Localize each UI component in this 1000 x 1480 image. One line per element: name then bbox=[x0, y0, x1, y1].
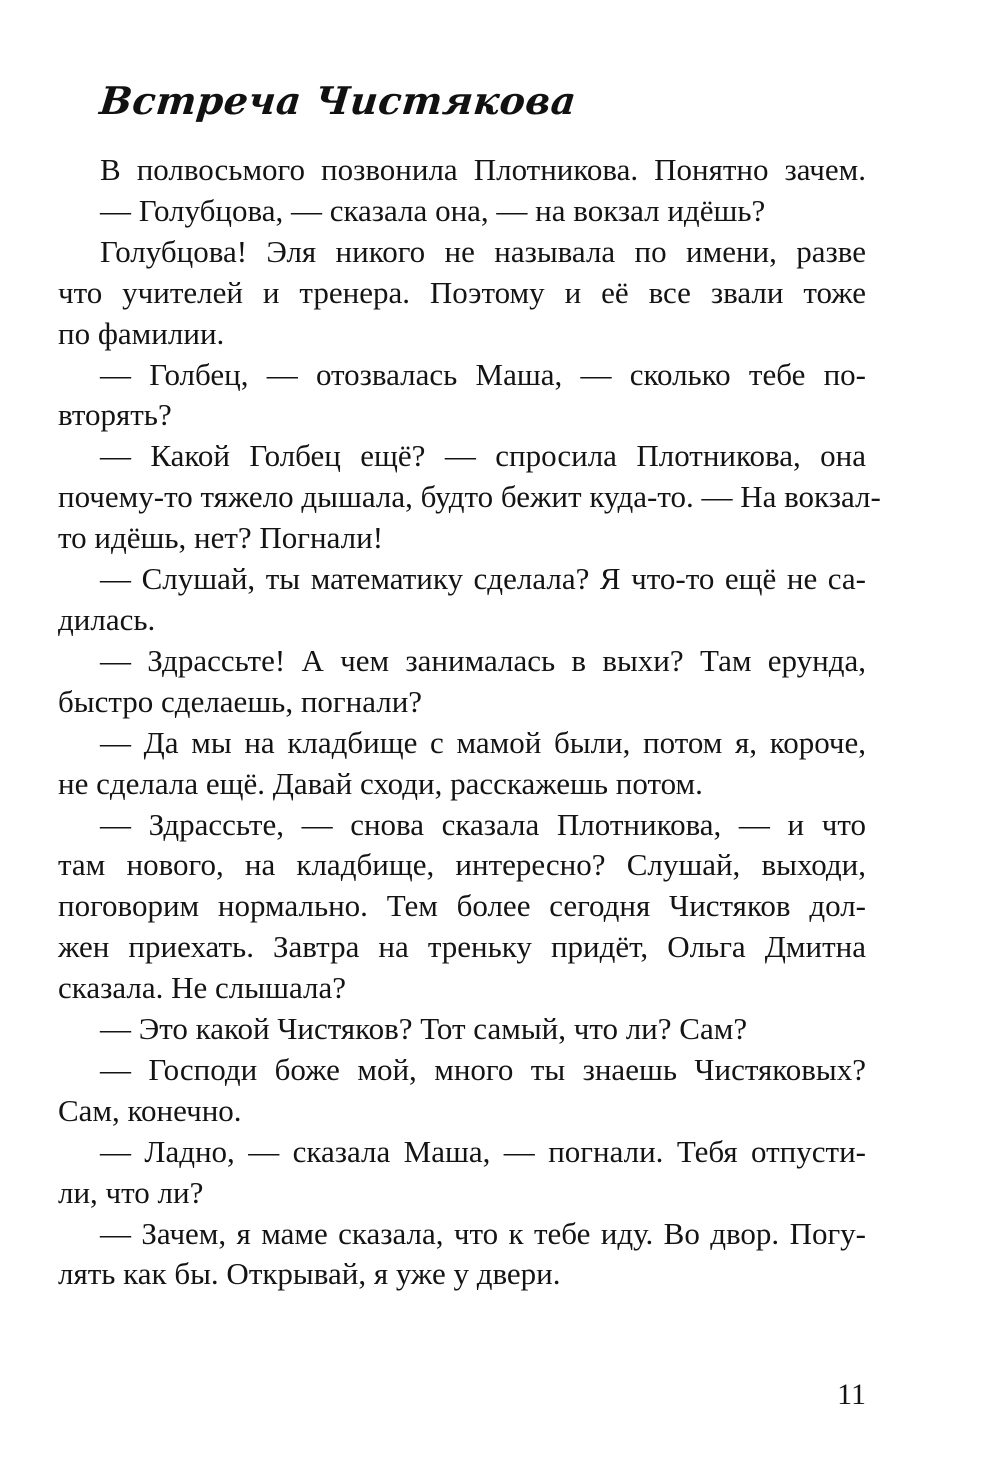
text-line: — Господи боже мой, много ты знаешь Чистяковых? bbox=[100, 1051, 866, 1087]
text-line: дилась. bbox=[58, 601, 156, 637]
text-line: — Зачем, я маме сказала, что к тебе иду. Во двор. Погу- bbox=[100, 1215, 866, 1251]
text-line: — Ладно, — сказала Маша, — погнали. Тебя отпусти- bbox=[100, 1133, 866, 1169]
text-line: что учителей и тренера. Поэтому и её все звали тоже bbox=[58, 274, 866, 310]
text-line: не сделала ещё. Давай сходи, расскажешь потом. bbox=[58, 765, 703, 801]
text-line: ли, что ли? bbox=[58, 1174, 204, 1210]
text-line: то идёшь, нет? Погнали! bbox=[58, 520, 384, 556]
text-line: почему-то тяжело дышала, будто бежит куда-то. — На вокзал- bbox=[58, 479, 881, 515]
text-line: В полвосьмого позвонила Плотникова. Понятно зачем. bbox=[100, 152, 866, 187]
text-line: поговорим нормально. Тем более сегодня Чистяков дол- bbox=[58, 888, 866, 924]
text-line: — Какой Голбец ещё? — спросила Плотникова, она bbox=[100, 438, 866, 474]
body-text bbox=[58, 150, 881, 1295]
text-line: — Здрассьте, — снова сказала Плотникова, — и что bbox=[100, 806, 866, 842]
chapter-title: Встреча Чистякова bbox=[97, 78, 579, 123]
text-line: — Голбец, — отозвалась Маша, — сколько тебе по- bbox=[100, 356, 866, 392]
page-number: 11 bbox=[837, 1378, 866, 1411]
text-line: лять как бы. Открывай, я уже у двери. bbox=[58, 1256, 561, 1292]
text-line: — Здрассьте! А чем занималась в выхи? Там ерунда, bbox=[100, 642, 866, 678]
text-line: сказала. Не слышала? bbox=[58, 970, 346, 1006]
text-line: — Да мы на кладбище с мамой были, потом я, короче, bbox=[100, 724, 866, 760]
text-line: — Голубцова, — сказала она, — на вокзал идёшь? bbox=[100, 192, 766, 228]
text-line: жен приехать. Завтра на треньку придёт, Ольга Дмитна bbox=[58, 929, 866, 965]
text-line: вторять? bbox=[58, 397, 172, 433]
text-line: по фамилии. bbox=[58, 315, 225, 351]
text-line: — Это какой Чистяков? Тот самый, что ли? Сам? bbox=[100, 1011, 748, 1047]
text-line: Сам, конечно. bbox=[58, 1092, 242, 1128]
text-line: там нового, на кладбище, интересно? Слушай, выходи, bbox=[58, 847, 866, 883]
text-line: быстро сделаешь, погнали? bbox=[58, 683, 423, 719]
text-line: Голубцова! Эля никого не называла по имени, разве bbox=[100, 233, 866, 269]
text-line: — Слушай, ты математику сделала? Я что-то ещё не са- bbox=[100, 561, 866, 597]
